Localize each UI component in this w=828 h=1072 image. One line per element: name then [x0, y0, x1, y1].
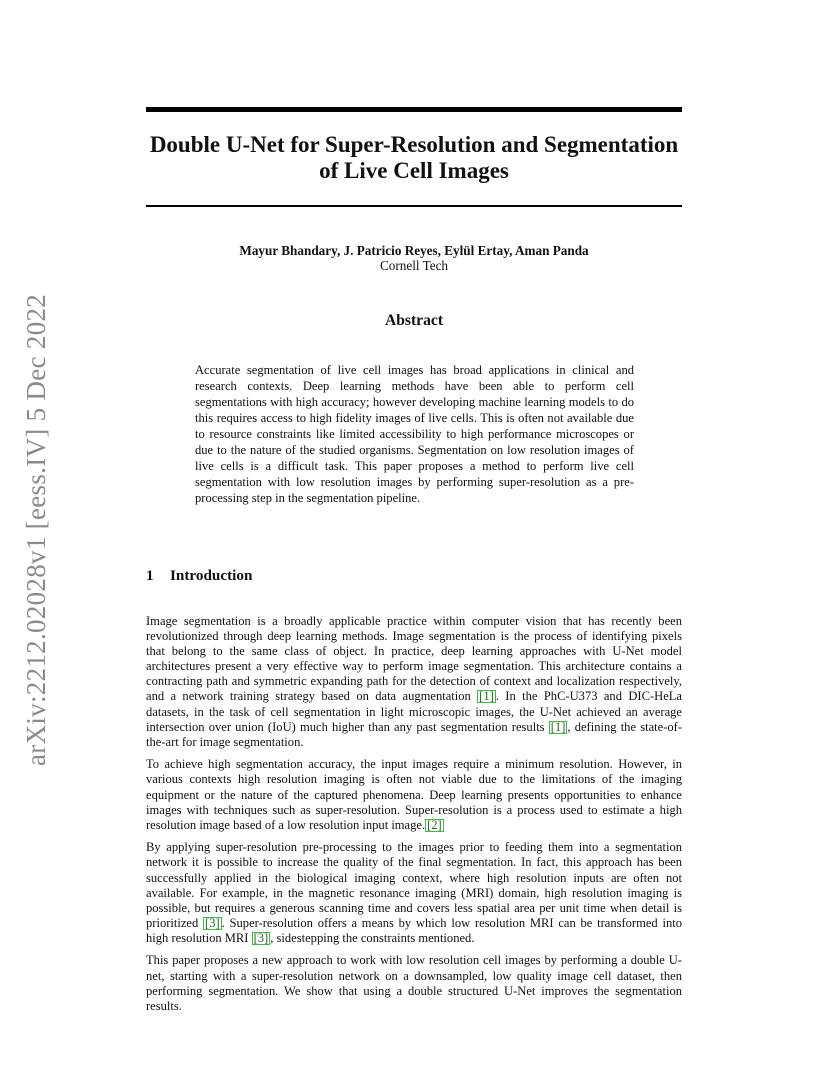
paragraph-3-text-c: , sidestepping the constraints mentioned.	[270, 930, 475, 945]
paragraph-1-text-a: Image segmentation is a broadly applicable practice within computer vision that has recently been revolutionized through deep learning methods. Image segmentation is the process of identifying pixels that belong to the same class of object. In practice, deep learning approaches with U-Net model architectures present a very effective way to perform image segmentation. This architecture contains a contracting path and symmetric expanding path for the detection of context and localization respectively, and a network training strategy based on data augmentation	[146, 614, 682, 704]
abstract-heading: Abstract	[384, 312, 444, 329]
paper-title	[120, 132, 708, 184]
paragraph-2	[146, 757, 682, 832]
citation-link-3-second[interactable]: [3]	[253, 930, 269, 945]
title-line-2: of Live Cell Images	[319, 158, 509, 183]
paragraph-3-text-b: . Super-resolution offers a means by which low resolution MRI can be transformed into high resolution MRI	[146, 915, 682, 945]
citation-link-3[interactable]: [3]	[205, 915, 220, 930]
author-list: Mayur Bhandary, J. Patricio Reyes, Eylül Ertay, Aman Panda	[239, 243, 589, 258]
paragraph-1	[146, 614, 682, 750]
title-top-rule	[146, 107, 682, 112]
paragraph-3-text-a: By applying super-resolution pre-processing to the images prior to feeding them into a segmentation network it is possible to increase the quality of the final segmentation. In fact, this approach has been successfully applied in the biological imaging context, where high resolution inputs are often not available. For example, in the magnetic resonance imaging (MRI) domain, high resolution imaging is possible, but requires a generous scanning time and covers less spatial area per unit time when detail is prioritized	[146, 840, 682, 930]
citation-link-1-second[interactable]: [1]	[550, 719, 566, 734]
arxiv-identifier-stamp: arXiv:2212.02028v1 [eess.IV] 5 Dec 2022	[21, 293, 51, 766]
section-number: 1	[146, 567, 154, 584]
citation-link-2[interactable]: [2]	[427, 817, 442, 832]
section-heading-introduction	[146, 567, 252, 585]
paragraph-1-text-c: , defining the state-of-the-art for image segmentation.	[146, 719, 682, 749]
title-line-1: Double U-Net for Super-Resolution and Segmentation	[149, 132, 679, 157]
affiliation: Cornell Tech	[379, 258, 449, 273]
title-bottom-rule	[146, 205, 682, 207]
paragraph-1-text-b: . In the PhC-U373 and DIC-HeLa datasets, in the task of cell segmentation in light microscopic images, the U-Net achieved an average intersection over union (IoU) much higher than any past segmentation results	[146, 689, 682, 734]
abstract-text: Accurate segmentation of live cell images has broad applications in clinical and research contexts. Deep learning methods have been able to perform cell segmentations with high accuracy; however developing machine learning models to do this requires access to high fidelity images of live cells. This is often not available due to resource constraints like limited accessibility to high performance microscopes or due to the nature of the studied organisms. Segmentation on low resolution images of live cells is a difficult task. This paper proposes a method to perform live cell segmentation with low resolution images by performing super-resolution as a pre-processing step in the segmentation pipeline.	[195, 363, 634, 505]
paragraph-2-text: To achieve high segmentation accuracy, the input images require a minimum resolution. However, in various contexts high resolution imaging is often not viable due to the limitations of the imaging equipment or the nature of the captured phenomena. Deep learning presents opportunities to enhance images with techniques such as super-resolution. Super-resolution is a process used to estimate a high resolution image based of a low resolution input image.	[146, 757, 682, 832]
introduction-body	[146, 614, 682, 1021]
citation-link-1[interactable]: [1]	[479, 689, 494, 704]
section-title: Introduction	[170, 567, 253, 584]
paragraph-3	[146, 840, 682, 946]
paragraph-4: This paper proposes a new approach to work with low resolution cell images by performing a double U-net, starting with a super-resolution network on a downsampled, low quality image cell dataset, then performing segmentation. We show that using a double structured U-Net improves the segmentation results.	[146, 953, 682, 1013]
